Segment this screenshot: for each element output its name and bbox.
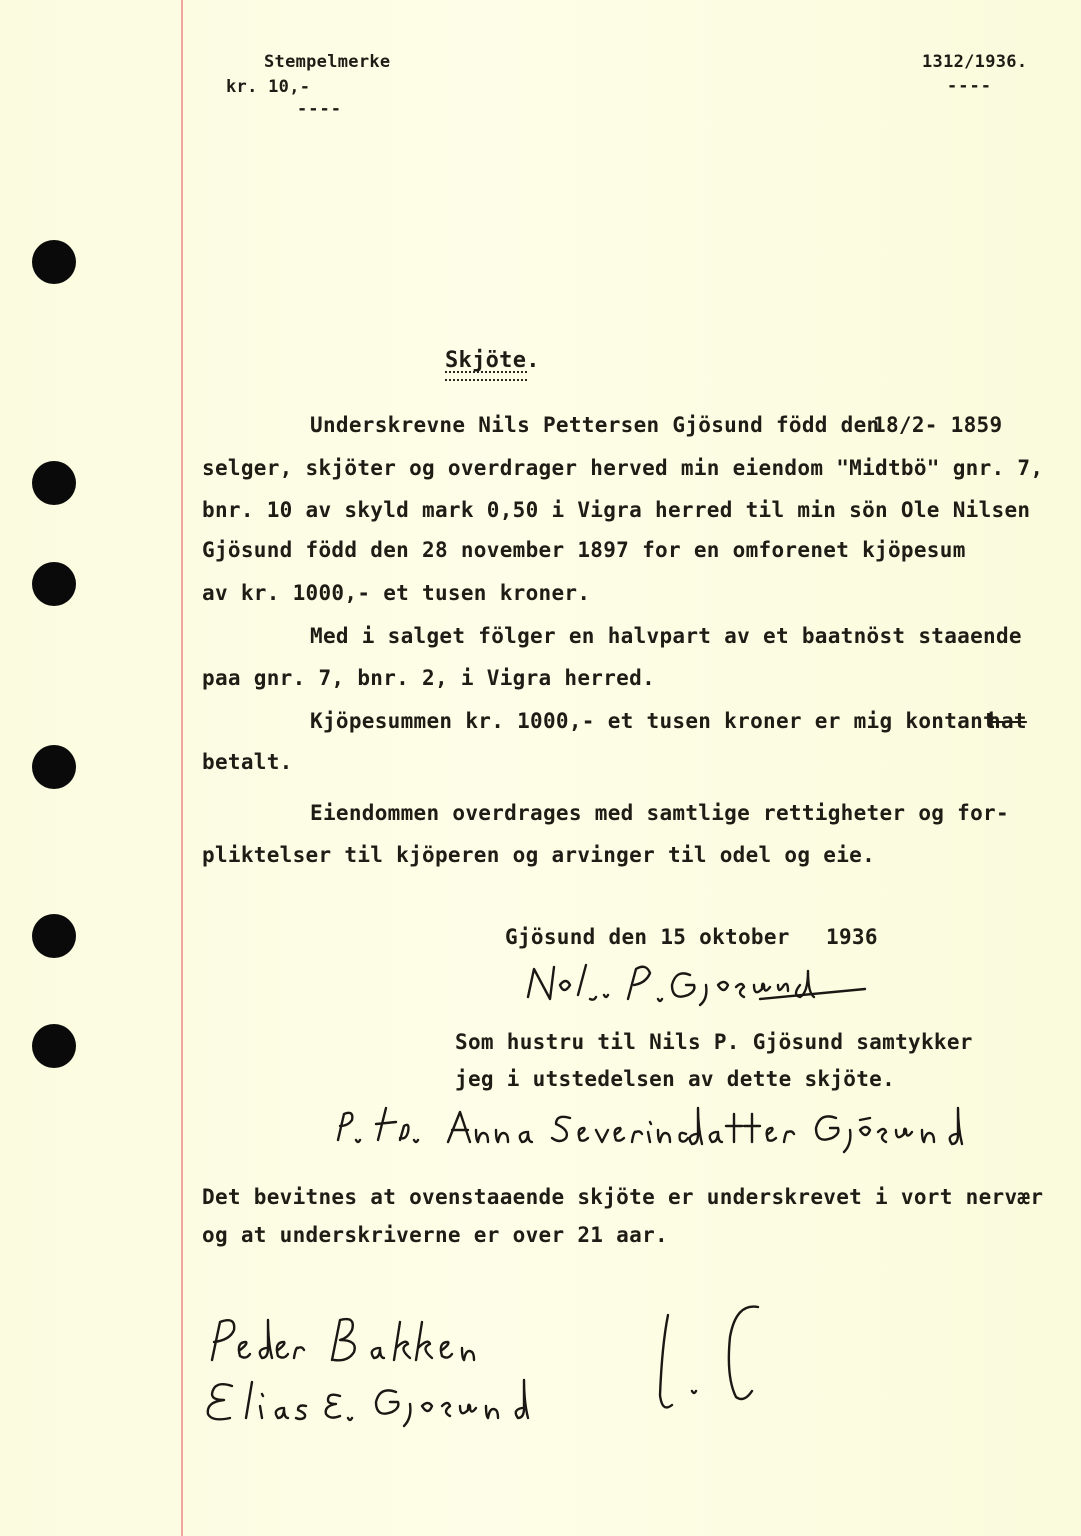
- case-number: 1312/1936.: [922, 52, 1028, 72]
- body-line: Kjöpesummen kr. 1000,- et tusen kroner er mig kontant: [310, 709, 996, 733]
- punch-hole: [32, 914, 76, 958]
- place-date: Gjösund den 15 oktober: [505, 925, 790, 949]
- date-year: 1936: [826, 925, 878, 949]
- body-line: Underskrevne Nils Pettersen Gjösund född den: [310, 413, 880, 437]
- document-title: Skjöte.: [445, 348, 540, 373]
- body-line: Gjösund född den 28 november 1897 for en omforenet kjöpesum: [202, 538, 966, 562]
- stamp-label: Stempelmerke: [264, 52, 391, 72]
- punch-hole: [32, 562, 76, 606]
- punch-hole: [32, 745, 76, 789]
- witness-line: og at underskriverne er over 21 aar.: [202, 1223, 668, 1247]
- title-underline: [445, 371, 527, 381]
- punch-hole: [32, 461, 76, 505]
- margin-rule: [181, 0, 183, 1536]
- consent-line: Som hustru til Nils P. Gjösund samtykker: [455, 1030, 973, 1054]
- seller-signature: [520, 955, 900, 1015]
- stamp-dash: ----: [297, 99, 342, 119]
- witness1-signature: [200, 1310, 540, 1372]
- body-line: paa gnr. 7, bnr. 2, i Vigra herred.: [202, 666, 656, 690]
- initials-signature: [640, 1295, 780, 1435]
- body-line: selger, skjöter og overdrager herved min eiendom "Midtbö" gnr. 7,: [202, 456, 1044, 480]
- stamp-amount: kr. 10,-: [226, 77, 311, 97]
- punch-hole: [32, 1024, 76, 1068]
- witness2-signature: [200, 1370, 600, 1432]
- body-line: betalt.: [202, 750, 293, 774]
- struck-word: hat: [988, 709, 1027, 733]
- body-line: av kr. 1000,- et tusen kroner.: [202, 581, 591, 605]
- body-line: Med i salget fölger en halvpart av et baatnöst staaende: [310, 624, 1022, 648]
- body-line: bnr. 10 av skyld mark 0,50 i Vigra herred til min sön Ole Nilsen: [202, 498, 1031, 522]
- witness-line: Det bevitnes at ovenstaaende skjöte er underskrevet i vort nervær: [202, 1185, 1044, 1209]
- wife-signature: [330, 1100, 1000, 1155]
- body-line: Eiendommen overdrages med samtlige rettigheter og for-: [310, 801, 1009, 825]
- case-dash: ----: [947, 76, 992, 96]
- birth-date: 18/2- 1859: [873, 413, 1003, 437]
- consent-line: jeg i utstedelsen av dette skjöte.: [455, 1067, 896, 1091]
- body-line: pliktelser til kjöperen og arvinger til odel og eie.: [202, 843, 876, 867]
- punch-hole: [32, 240, 76, 284]
